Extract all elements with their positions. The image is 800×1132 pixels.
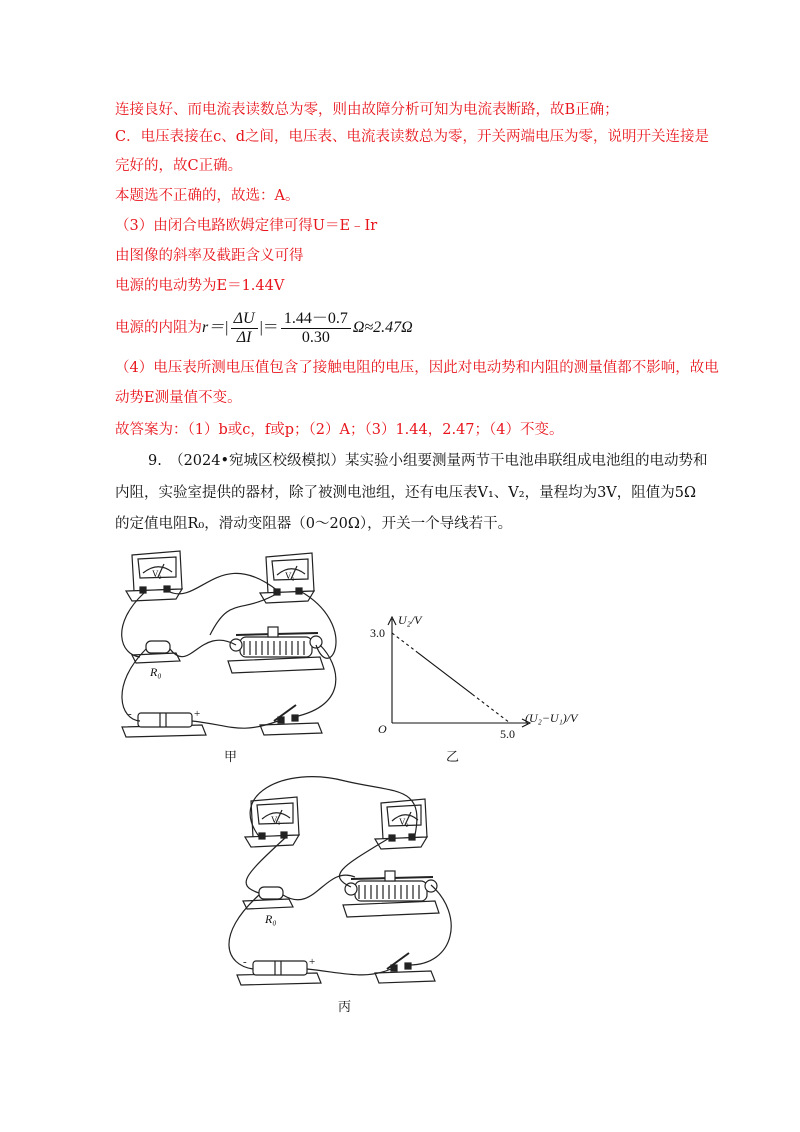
answer-line-3: 完好的，故C正确。: [115, 158, 243, 174]
bing-meter-right-label: V₂: [399, 817, 409, 827]
jia-meter-right-label: V₁: [285, 571, 295, 581]
origin-label: O: [378, 722, 387, 736]
figure-bing-caption: 丙: [338, 1000, 352, 1015]
resistance-result: Ω≈2.47Ω: [352, 319, 413, 336]
delta-fraction: [231, 310, 258, 347]
answer-line-1: 连接良好、而电流表读数总为零，则由故障分析可知为电流表断路，故B正确；: [115, 102, 619, 118]
figure-yi-graph: [370, 605, 600, 745]
delta-i: ΔI: [236, 328, 252, 346]
value-denominator: 0.30: [301, 328, 330, 346]
svg-text:-: -: [243, 956, 247, 968]
answer-line-6: 由图像的斜率及截距含义可得: [115, 248, 304, 264]
figure-bing-circuit: [225, 775, 465, 990]
answer-line-4: 本题选不正确的，故选：A。: [115, 188, 300, 204]
answer-line-5: （3）由闭合电路欧姆定律可得U＝E﹣Ir: [115, 218, 378, 234]
series-line-segment-2: [418, 653, 472, 694]
svg-text:-: -: [128, 708, 132, 720]
answer-line-8: （4）电压表所测电压值包含了接触电阻的电压，因此对电动势和内阻的测量值都不影响，故电: [115, 360, 719, 376]
question-line-3: 的定值电阻R₀，滑动变阻器（0～20Ω），开关一个导线若干。: [115, 516, 513, 532]
svg-text:+: +: [309, 956, 316, 968]
bing-meter-left-label: V₁: [271, 815, 281, 825]
final-answer: 故答案为：（1）b或c，f或p；（2）A；（3）1.44，2.47；（4）不变。: [115, 422, 564, 438]
resistance-lhs: r＝|: [202, 319, 229, 336]
resistance-prefix: 电源的内阻为: [115, 320, 202, 336]
answer-line-9: 动势E测量值不变。: [115, 390, 242, 406]
series-line-segment-1: [392, 633, 418, 653]
resistance-formula: [115, 306, 413, 350]
x-tick-label: 5.0: [500, 727, 515, 741]
answer-line-2: C．电压表接在c、d之间，电压表、电流表读数总为零，开关两端电压为零，说明开关连接是: [115, 129, 709, 145]
delta-u: ΔU: [231, 310, 258, 329]
y-axis-label: U₂/V: [398, 613, 422, 627]
y-tick-label: 3.0: [370, 626, 385, 640]
question-line-2: 内阻，实验室提供的器材，除了被测电池组，还有电压表V₁、V₂，量程均为3V，阻值为5Ω: [115, 485, 697, 501]
jia-resistor-label: R₀: [150, 665, 162, 679]
x-axis-label: (U₂−U₁)/V: [525, 711, 578, 725]
question-line-1: 9. （2024•宛城区校级模拟）某实验小组要测量两节干电池串联组成电池组的电动势和: [148, 453, 708, 469]
series-layer: [392, 633, 510, 723]
figure-jia-circuit: [110, 545, 360, 745]
svg-text:+: +: [194, 708, 201, 720]
figure-yi-caption: 乙: [446, 750, 460, 765]
bing-resistor-label: R₀: [265, 912, 277, 926]
series-line-segment-3: [472, 694, 510, 723]
answer-line-7: 电源的电动势为E＝1.44V: [115, 278, 285, 294]
value-fraction: [281, 310, 351, 347]
value-numerator: 1.44－0.7: [281, 310, 351, 329]
axes: [388, 617, 530, 727]
resistance-mid: |＝: [259, 319, 279, 336]
figure-jia-caption: 甲: [224, 750, 238, 765]
jia-meter-left-label: V₂: [152, 569, 162, 579]
